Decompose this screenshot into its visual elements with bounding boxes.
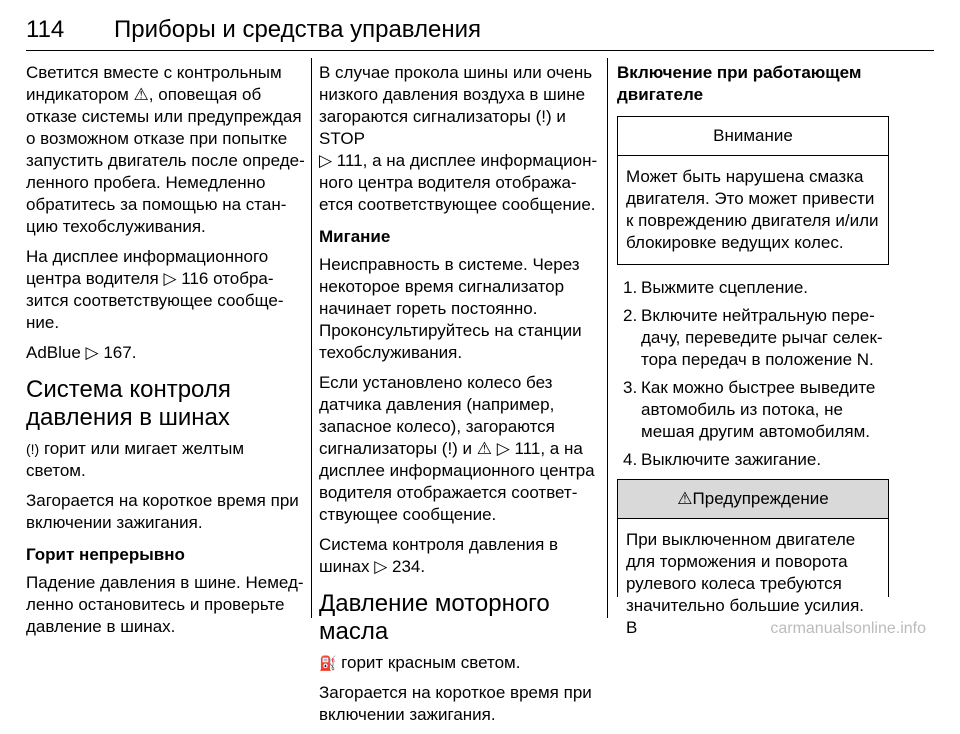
subheading-blinking: Мигание — [319, 227, 391, 246]
notice-text: Может быть нарушена смазка двигателя. Это может привести к повреждению двигателя и/или блокировке ведущих колес. — [626, 167, 879, 252]
paragraph: В случае прокола шины или очень низкого давления воздуха в шине загораются сигнализаторы (!) и STOP ▷ 111, а на дисплее информацион- ного центра водителя отобража- ется соответствующее сообщение. — [319, 63, 598, 214]
page-number: 114 — [26, 16, 65, 43]
column-divider — [607, 58, 608, 618]
column-left — [26, 62, 306, 646]
list-item: 4. Выключите зажигание. — [623, 450, 822, 469]
section-heading-tyre-pressure: Система контроля давления в шинах — [26, 376, 231, 431]
paragraph: Светится вместе с контрольным индикатором ⚠, оповещая об отказе системы или предупреждая о возможном отказе при попытке запустить двигатель после опреде- ленного пробега. Немедленно обратитесь за помощью на стан- цию техобслуживания. — [26, 63, 305, 236]
paragraph: Загорается на короткое время при включении зажигания. — [319, 683, 592, 724]
page-header — [26, 6, 934, 50]
header-rule — [26, 50, 934, 51]
list-item: 3. Как можно быстрее выведите автомобиль из потока, не мешая другим автомобилям. — [623, 378, 876, 441]
paragraph: Падение давления в шине. Немед- ленно остановитесь и проверьте давление в шинах. — [26, 573, 304, 636]
oil-can-icon: ⛽ — [319, 655, 337, 671]
page-title: Приборы и средства управления — [114, 16, 481, 43]
paragraph: Система контроля давления в шинах ▷ 234. — [319, 535, 559, 576]
watermark: carmanualsonline.info — [770, 620, 926, 637]
paragraph: Неисправность в системе. Через некоторое время сигнализатор начинает гореть постоянно. Проконсультируйтесь на станции техобслуживания. — [319, 255, 582, 362]
paragraph: AdBlue ▷ 167. — [26, 343, 137, 362]
paragraph: На дисплее информационного центра водителя ▷ 116 отобра- зится соответствующее сообще- ние. — [26, 247, 284, 332]
warning-triangle-icon: ⚠ — [677, 489, 693, 508]
subheading-continuous: Горит непрерывно — [26, 545, 185, 564]
notice-box — [617, 116, 889, 265]
column-middle — [319, 62, 599, 734]
tyre-pressure-icon: (!) — [26, 441, 40, 457]
paragraph: Загорается на короткое время при включении зажигания. — [26, 491, 299, 532]
notice-title: Внимание — [618, 117, 888, 156]
column-divider — [311, 58, 312, 618]
paragraph: Если установлено колесо без датчика давления (например, запасное колесо), загораются сигнализаторы (!) и ⚠ ▷ 111, а на дисплее информационного центра водителя отображается соответ- ствующее сообщение. — [319, 373, 595, 524]
subheading-engine-running: Включение при работающем двигателе — [617, 63, 862, 104]
paragraph: (!) горит или мигает желтым светом. — [26, 439, 245, 480]
warning-title: ⚠Предупреждение — [618, 480, 888, 519]
paragraph: ⛽ горит красным светом. — [319, 653, 521, 672]
warning-text: При выключенном двигателе для торможения и поворота рулевого колеса требуются значительно большие усилия. В — [626, 530, 864, 637]
list-item: 2. Включите нейтральную пере- дачу, переведите рычаг селек- тора передач в положение N. — [623, 306, 883, 369]
steps-list — [617, 277, 889, 471]
list-item: 1. Выжмите сцепление. — [623, 278, 809, 297]
section-heading-oil-pressure: Давление моторного масла — [319, 590, 550, 645]
